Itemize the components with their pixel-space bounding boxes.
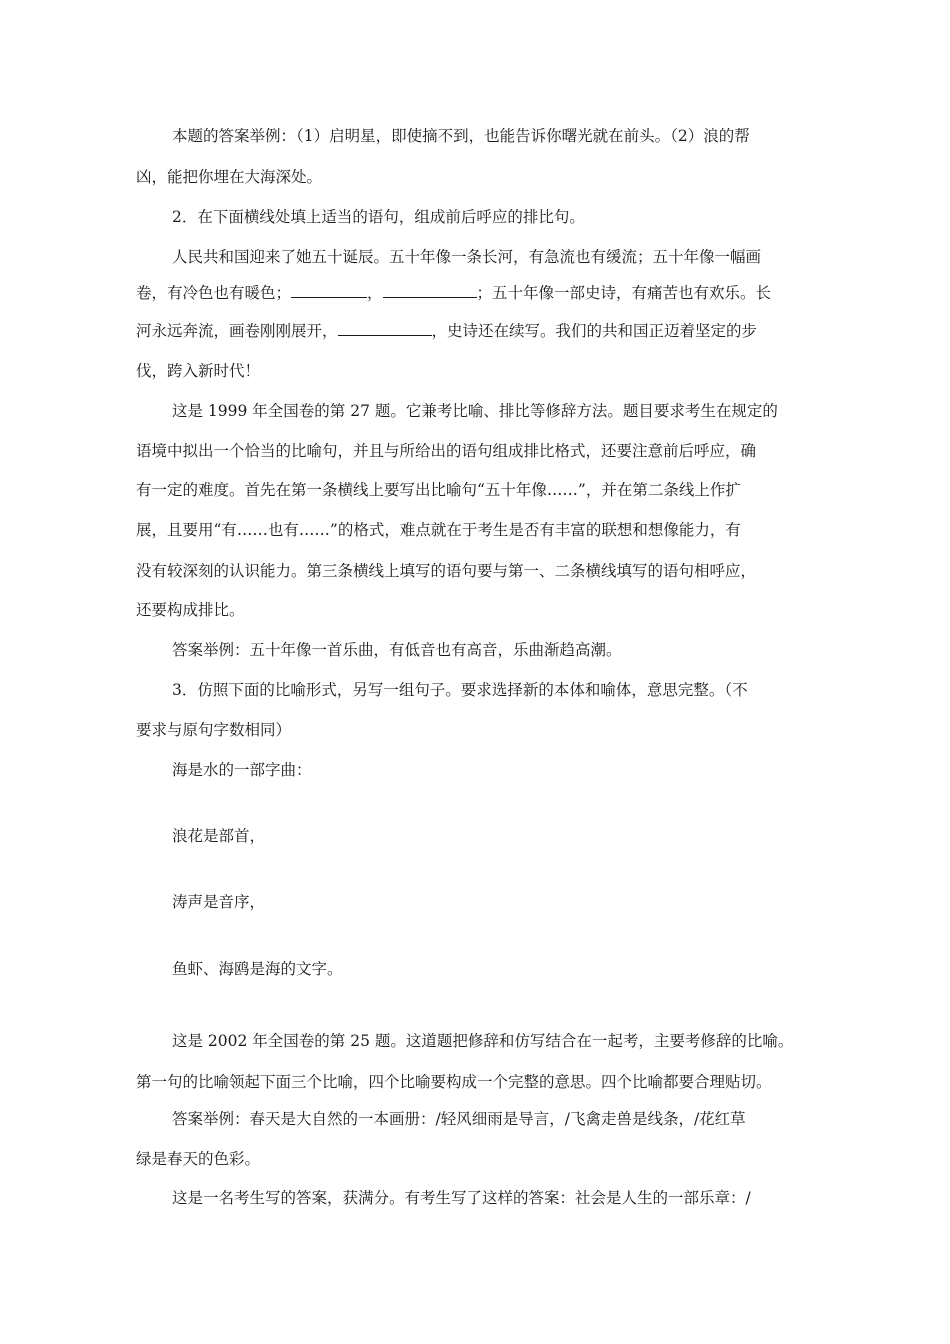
answer-example-line-1: 本题的答案举例：（1）启明星，即使摘不到，也能告诉你曙光就在前头。（2）浪的帮	[172, 127, 750, 145]
question-2-line-4: 伐，跨入新时代！	[136, 362, 261, 380]
question-2-line-3	[136, 320, 950, 342]
q2-line2-part-c: ；五十年像一部史诗，有痛苦也有欢乐。长	[476, 284, 772, 302]
q2-line3-part-b: ，史诗还在续写。我们的共和国正迈着坚定的步	[431, 322, 758, 340]
poem-line-4: 鱼虾、海鸥是海的文字。	[172, 960, 343, 978]
answer-2-line-1: 答案举例：春天是大自然的一本画册：/轻风细雨是导言，/飞禽走兽是线条，/花红草	[172, 1110, 746, 1128]
analysis-1-line-5: 没有较深刻的认识能力。第三条横线上填写的语句要与第一、二条横线填写的语句相呼应，	[136, 562, 757, 580]
question-2-line-1: 人民共和国迎来了她五十诞辰。五十年像一条长河，有急流也有缓流；五十年像一幅画	[172, 248, 762, 266]
poem-line-2: 浪花是部首，	[172, 827, 266, 845]
last-paragraph-line-1: 这是一名考生写的答案，获满分。有考生写了这样的答案：社会是人生的一部乐章：/	[172, 1189, 751, 1207]
question-2-line-2	[136, 282, 950, 304]
answer-2-line-2: 绿是春天的色彩。	[136, 1150, 261, 1168]
analysis-1-line-3: 有一定的难度。首先在第一条横线上要写出比喻句“五十年像……”，并在第二条线上作扩	[136, 481, 741, 499]
question-3-line-2: 要求与原句字数相同）	[136, 721, 292, 739]
q2-line3-part-a: 河永远奔流，画卷刚刚展开，	[136, 322, 338, 340]
question-3-line-1: 3．仿照下面的比喻形式，另写一组句子。要求选择新的本体和喻体，意思完整。（不	[172, 681, 748, 699]
fill-blank-1[interactable]	[291, 283, 367, 298]
answer-example-line-2: 凶，能把你埋在大海深处。	[136, 168, 323, 186]
analysis-1-line-1: 这是 1999 年全国卷的第 27 题。它兼考比喻、排比等修辞方法。题目要求考生在规定的	[172, 402, 778, 420]
q2-line2-part-b: ，	[367, 284, 383, 302]
fill-blank-3[interactable]	[338, 321, 432, 336]
poem-line-3: 涛声是音序，	[172, 893, 266, 911]
answer-1: 答案举例：五十年像一首乐曲，有低音也有高音，乐曲渐趋高潮。	[172, 641, 622, 659]
analysis-1-line-4: 展，且要用“有……也有……”的格式，难点就在于考生是否有丰富的联想和想像能力，有	[136, 521, 741, 539]
analysis-1-line-6: 还要构成排比。	[136, 601, 245, 619]
analysis-2-line-1: 这是 2002 年全国卷的第 25 题。这道题把修辞和仿写结合在一起考，主要考修辞的比喻。	[172, 1032, 794, 1050]
analysis-1-line-2: 语境中拟出一个恰当的比喻句，并且与所给出的语句组成排比格式，还要注意前后呼应，确	[136, 442, 757, 460]
fill-blank-2[interactable]	[383, 283, 477, 298]
q2-line2-part-a: 卷，有冷色也有暖色；	[136, 284, 292, 302]
analysis-2-line-2: 第一句的比喻领起下面三个比喻，四个比喻要构成一个完整的意思。四个比喻都要合理贴切。	[136, 1073, 772, 1091]
poem-line-1: 海是水的一部字曲：	[172, 761, 312, 779]
question-2-title: 2．在下面横线处填上适当的语句，组成前后呼应的排比句。	[172, 208, 585, 226]
